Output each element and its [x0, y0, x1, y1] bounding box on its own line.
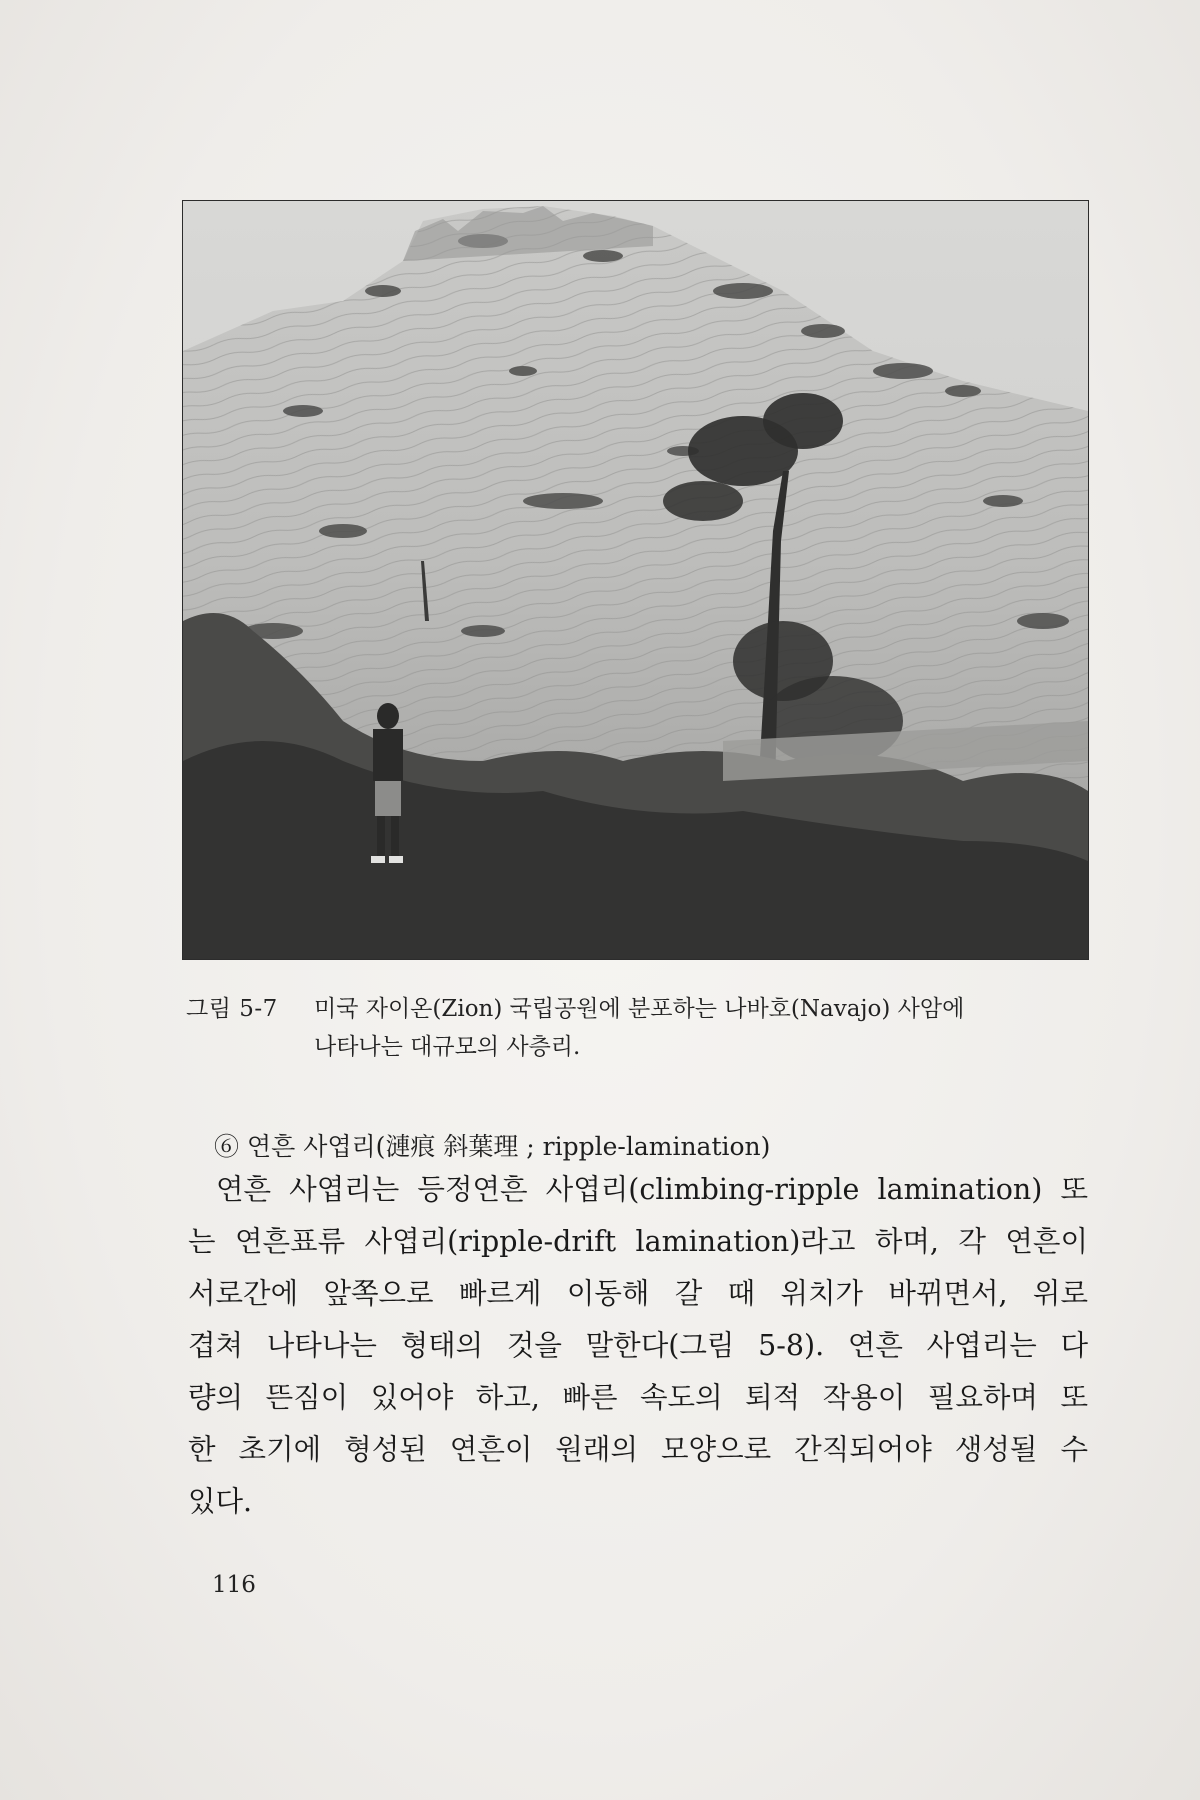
page-number: 116 — [212, 1572, 256, 1598]
sandstone-mountain-photo-icon — [183, 201, 1088, 959]
body-line: 연흔 사엽리는 등정연흔 사엽리(climbing-ripple lamination) 또 — [216, 1173, 1088, 1206]
figure-photo — [182, 200, 1089, 960]
body-line: 량의 뜬짐이 있어야 하고, 빠른 속도의 퇴적 작용이 필요하며 또 — [188, 1381, 1088, 1414]
body-line: 겹쳐 나타나는 형태의 것을 말한다(그림 5-8). 연흔 사엽리는 다 — [188, 1329, 1088, 1362]
body-line: 서로간에 앞쪽으로 빠르게 이동해 갈 때 위치가 바뀌면서, 위로 — [188, 1277, 1088, 1310]
body-paragraph — [188, 1164, 1088, 1528]
caption-line-2: 나타나는 대규모의 사층리. — [314, 1034, 581, 1060]
section-heading: ⑥ 연흔 사엽리(漣痕 斜葉理 ; ripple-lamination) — [214, 1132, 771, 1161]
body-line: 한 초기에 형성된 연흔이 원래의 모양으로 간직되어야 생성될 수 — [188, 1433, 1088, 1466]
figure-label: 그림 5-7 — [186, 996, 278, 1022]
caption-line-1: 미국 자이온(Zion) 국립공원에 분포하는 나바호(Navajo) 사암에 — [314, 996, 965, 1022]
body-line: 는 연흔표류 사엽리(ripple-drift lamination)라고 하며, 각 연흔이 — [188, 1225, 1088, 1258]
body-line: 있다. — [188, 1485, 253, 1518]
